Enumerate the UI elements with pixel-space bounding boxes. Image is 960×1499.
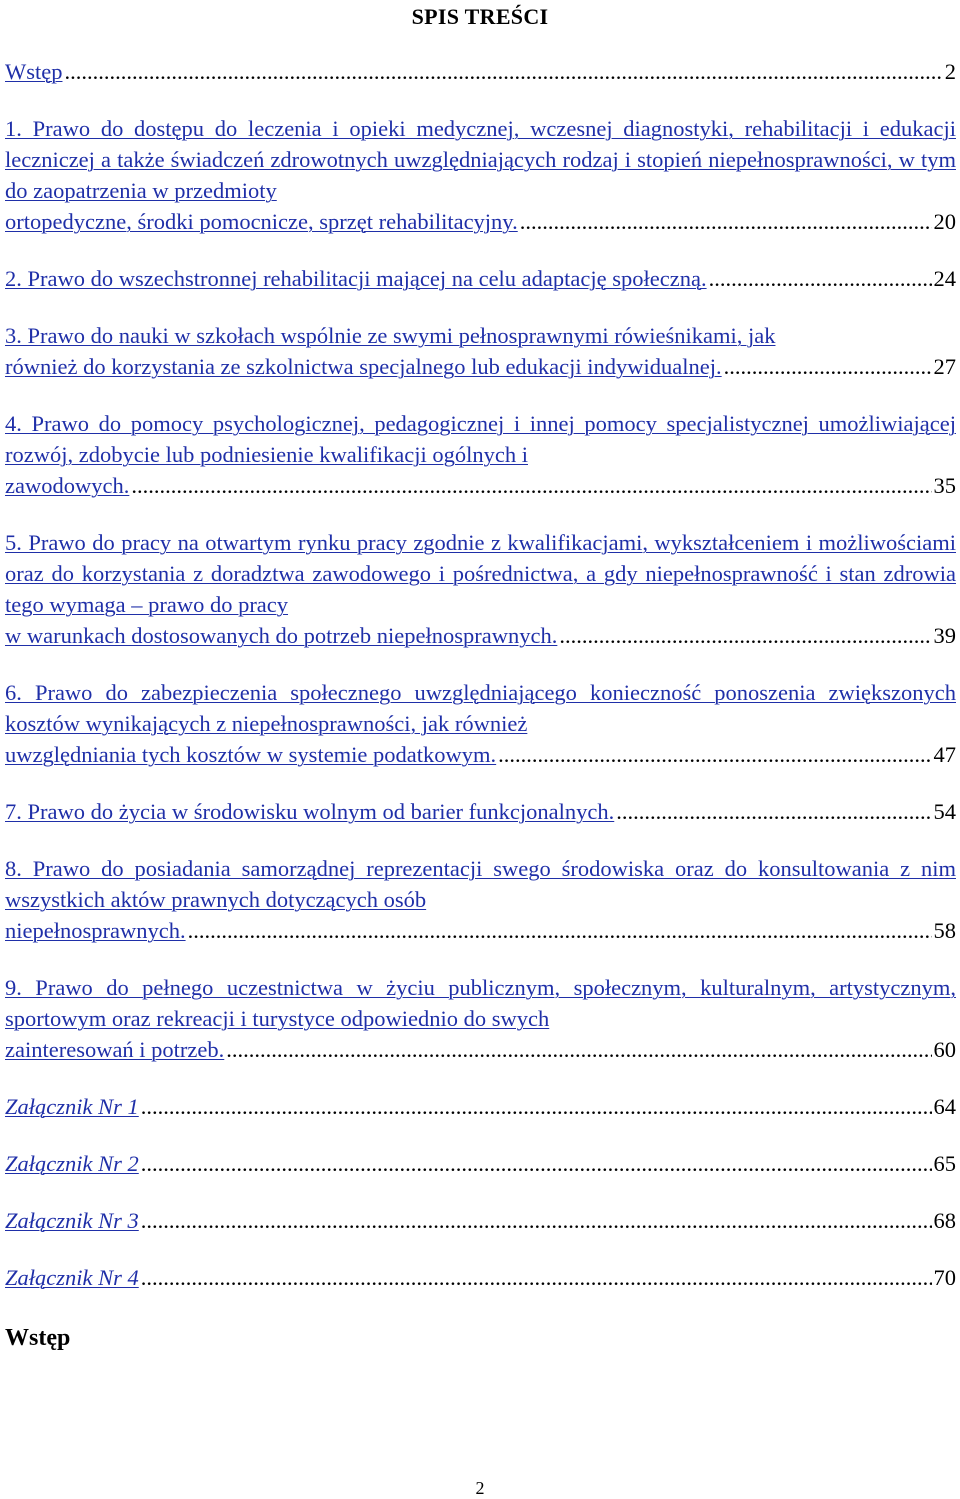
toc-link[interactable]: zawodowych. <box>5 473 130 498</box>
toc-link-text[interactable]: 6. Prawo do zabezpieczenia społecznego uwzględniającego konieczność ponoszenia zwiększonych kosztów wynikających z niepełnosprawności, jak również <box>5 680 956 736</box>
dot-leader <box>498 739 931 770</box>
toc-link[interactable]: w warunkach dostosowanych do potrzeb niepełnosprawnych. <box>5 623 558 648</box>
toc-page-number: 58 <box>933 918 956 943</box>
toc-entry-last-line <box>5 739 956 770</box>
toc-link[interactable]: niepełnosprawnych. <box>5 918 186 943</box>
toc-entry-last-line <box>5 915 956 946</box>
toc-entry-last-line <box>5 351 956 382</box>
dot-leader <box>131 470 931 501</box>
dot-leader <box>141 1148 932 1179</box>
toc-entry-2[interactable] <box>5 263 956 294</box>
toc-entry-last-line <box>5 620 956 651</box>
dot-leader <box>188 915 932 946</box>
toc-entry-last-line <box>5 206 956 237</box>
toc-link-text[interactable]: 8. Prawo do posiadania samorządnej reprezentacji swego środowiska oraz do konsultowania z nim wszystkich aktów prawnych dotyczących osób <box>5 856 956 912</box>
toc-entry-7[interactable] <box>5 796 956 827</box>
toc-page-number: 2 <box>944 59 956 84</box>
toc-entry-annex-2[interactable] <box>5 1148 956 1179</box>
dot-leader <box>64 56 942 87</box>
toc-entry-annex-3[interactable] <box>5 1205 956 1236</box>
toc-link-text[interactable]: 9. Prawo do pełnego uczestnictwa w życiu publicznym, społecznym, kulturalnym, artystycznym, sportowym oraz rekreacji i turystyce odpowiednio do swych <box>5 975 956 1031</box>
dot-leader <box>141 1205 932 1236</box>
toc-link[interactable]: Wstęp <box>5 59 63 84</box>
toc-link[interactable]: 2. Prawo do wszechstronnej rehabilitacji mającej na celu adaptację społeczną. <box>5 266 707 291</box>
toc-entry-1[interactable] <box>5 113 956 237</box>
toc-link[interactable]: Załącznik Nr 3 <box>5 1208 139 1233</box>
toc-page-number: 27 <box>933 354 956 379</box>
page-number: 2 <box>475 1478 485 1498</box>
toc-link[interactable]: Załącznik Nr 1 <box>5 1094 139 1119</box>
toc-page-number: 20 <box>933 209 956 234</box>
toc-entry-8[interactable] <box>5 853 956 946</box>
toc-entry-3[interactable] <box>5 320 956 382</box>
dot-leader <box>520 206 932 237</box>
toc-link-text[interactable]: 4. Prawo do pomocy psychologicznej, pedagogicznej i innej pomocy specjalistycznej umożliwiającej rozwój, zdobycie lub podniesienie kwalifikacji ogólnych i <box>5 411 956 467</box>
toc-link[interactable]: Załącznik Nr 2 <box>5 1151 139 1176</box>
toc-link-text[interactable]: 3. Prawo do nauki w szkołach wspólnie ze swymi pełnosprawnymi rówieśnikami, jak <box>5 323 776 348</box>
toc-page-number: 35 <box>933 473 956 498</box>
toc-entry-annex-4[interactable] <box>5 1262 956 1293</box>
toc-page-number: 54 <box>933 799 956 824</box>
toc-entry-last-line <box>5 796 956 827</box>
toc-link[interactable]: ortopedyczne, środki pomocnicze, sprzęt rehabilitacyjny. <box>5 209 518 234</box>
dot-leader <box>709 263 932 294</box>
toc-page-number: 65 <box>933 1151 956 1176</box>
toc-entry-annex-1[interactable] <box>5 1091 956 1122</box>
toc-entry-last-line <box>5 1205 956 1236</box>
section-heading: Wstęp <box>5 1325 71 1351</box>
dot-leader <box>559 620 931 651</box>
toc-entry-9[interactable] <box>5 972 956 1065</box>
toc-page-number: 60 <box>933 1037 956 1062</box>
dot-leader <box>616 796 931 827</box>
toc-entry-last-line <box>5 1034 956 1065</box>
toc-page-number: 24 <box>933 266 956 291</box>
toc-entry-last-line <box>5 1148 956 1179</box>
toc-entry-last-line <box>5 263 956 294</box>
page-title: SPIS TREŚCI <box>411 4 549 29</box>
toc-link[interactable]: uwzględniania tych kosztów w systemie podatkowym. <box>5 742 497 767</box>
toc-entry-intro[interactable] <box>5 56 956 87</box>
toc-page-number: 39 <box>933 623 956 648</box>
toc-link[interactable]: Załącznik Nr 4 <box>5 1265 139 1290</box>
toc-entry-5[interactable] <box>5 527 956 651</box>
dot-leader <box>226 1034 931 1065</box>
dot-leader <box>724 351 932 382</box>
toc-page-number: 68 <box>933 1208 956 1233</box>
toc-entry-last-line <box>5 1262 956 1293</box>
toc-link[interactable]: również do korzystania ze szkolnictwa specjalnego lub edukacji indywidualnej. <box>5 354 722 379</box>
toc-link-text[interactable]: 1. Prawo do dostępu do leczenia i opieki medycznej, wczesnej diagnostyki, rehabilitacji i edukacji leczniczej a także świadczeń zdrowotnych uwzględniających rodzaj i stopień niepełnosprawności, w tym do zaopatrzenia w przedmioty <box>5 116 956 203</box>
toc-page-number: 47 <box>933 742 956 767</box>
toc-link[interactable]: zainteresowań i potrzeb. <box>5 1037 225 1062</box>
table-of-contents <box>5 56 956 1319</box>
toc-entry-last-line <box>5 470 956 501</box>
dot-leader <box>141 1091 932 1122</box>
toc-entry-4[interactable] <box>5 408 956 501</box>
toc-page-number: 70 <box>933 1265 956 1290</box>
toc-page-number: 64 <box>933 1094 956 1119</box>
toc-entry-last-line <box>5 1091 956 1122</box>
toc-link-text[interactable]: 5. Prawo do pracy na otwartym rynku pracy zgodnie z kwalifikacjami, wykształceniem i możliwościami oraz do korzystania z doradztwa zawodowego i pośrednictwa, a gdy niepełnosprawność i stan zdrowia tego wymaga – prawo do pracy <box>5 530 956 617</box>
dot-leader <box>141 1262 932 1293</box>
toc-entry-last-line <box>5 56 956 87</box>
toc-link[interactable]: 7. Prawo do życia w środowisku wolnym od barier funkcjonalnych. <box>5 799 615 824</box>
toc-entry-6[interactable] <box>5 677 956 770</box>
